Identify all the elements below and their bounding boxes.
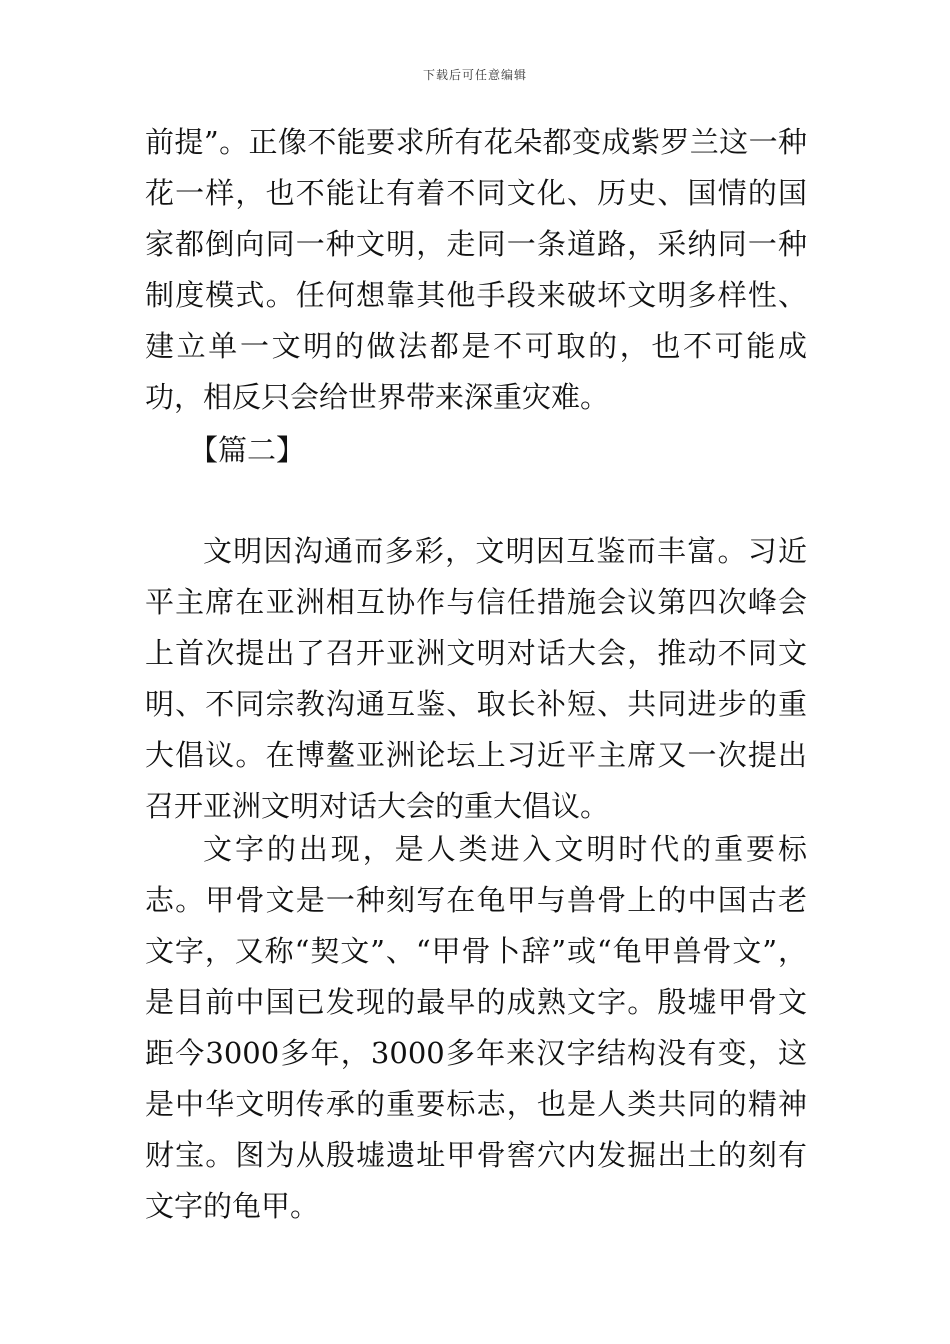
paragraph-civilization-dialogue: 文明因沟通而多彩，文明因互鉴而丰富。习近平主席在亚洲相互协作与信任措施会议第四次峰会上首次提出了召开亚洲文明对话大会，推动不同文明、不同宗教沟通互鉴、取长补短、共同进步的重大倡议。在博鳌亚洲论坛上习近平主席又一次提出召开亚洲文明对话大会的重大倡议。 xyxy=(145,534,807,823)
paragraph-oracle-bone-script: 文字的出现，是人类进入文明时代的重要标志。甲骨文是一种刻写在龟甲与兽骨上的中国古老文字，又称“契文”、“甲骨卜辞”或“龟甲兽骨文”，是目前中国已发现的最早的成熟文字。殷墟甲骨文距今3000多年，3000多年来汉字结构没有变，这是中华文明传承的重要标志，也是人类共同的精神财宝。图为从殷墟遗址甲骨窖穴内发掘出土的刻有文字的龟甲。 xyxy=(145,832,807,1223)
page-header: 下载后可任意编辑 xyxy=(422,68,527,82)
section-title: 【篇二】 xyxy=(189,433,306,467)
paragraph-continued: 前提”。正像不能要求所有花朵都变成紫罗兰这一种花一样，也不能让有着不同文化、历史、国情的国家都倒向同一种文明，走同一条道路，采纳同一种制度模式。任何想靠其他手段来破坏文明多样性、建立单一文明的做法都是不可取的，也不可能成功，相反只会给世界带来深重灾难。 xyxy=(145,125,807,414)
